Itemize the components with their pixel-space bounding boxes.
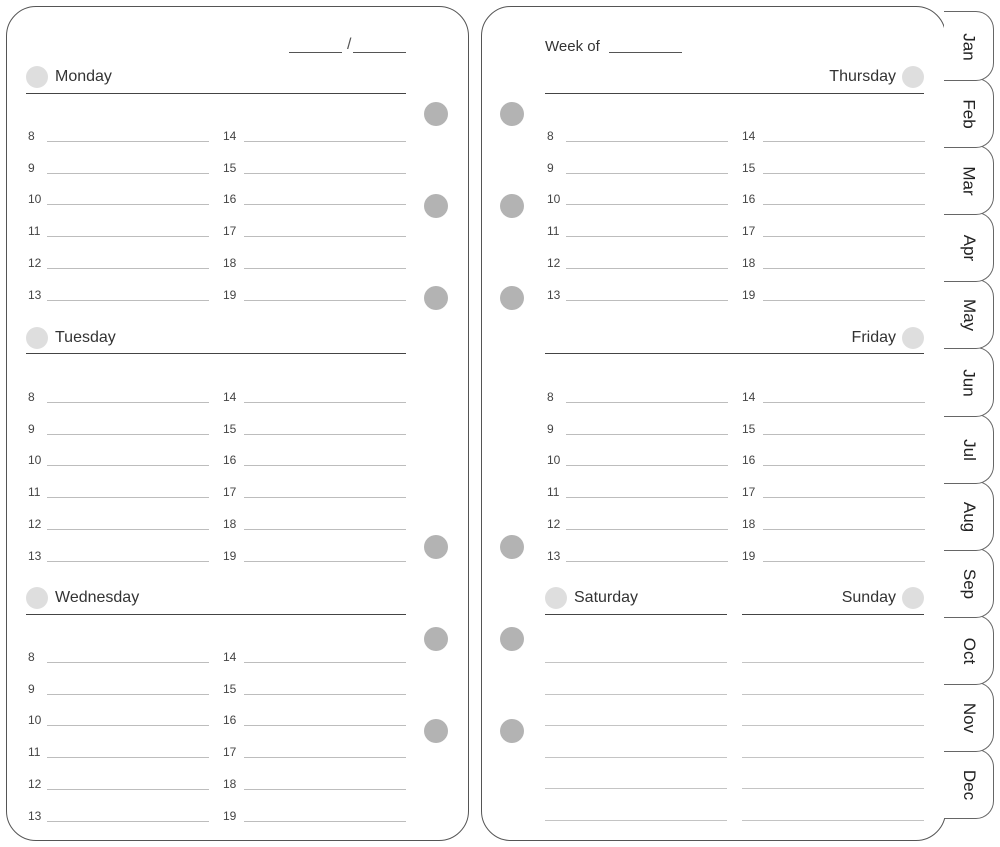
thursday-hour-line[interactable] xyxy=(763,173,925,174)
sunday-note-line[interactable] xyxy=(742,820,924,821)
thursday-hour-line[interactable] xyxy=(763,141,925,142)
saturday-note-line[interactable] xyxy=(545,820,727,821)
friday-hour-label: 11 xyxy=(547,485,560,500)
sunday-note-line[interactable] xyxy=(742,788,924,789)
saturday-header-rule xyxy=(545,614,727,615)
thursday-hour-label: 18 xyxy=(742,255,756,270)
binder-hole xyxy=(500,627,524,651)
wednesday-hour-line[interactable] xyxy=(244,789,406,790)
thursday-hour-label: 9 xyxy=(547,160,554,175)
tuesday-hour-line[interactable] xyxy=(244,402,406,403)
month-tab-oct[interactable] xyxy=(944,615,994,685)
wednesday-hour-label: 12 xyxy=(28,776,42,791)
wednesday-hour-label: 16 xyxy=(223,713,237,728)
month-tab-label-container xyxy=(944,616,994,686)
monday-hour-label: 16 xyxy=(223,192,237,207)
month-tab-aug[interactable] xyxy=(944,481,994,551)
month-tab-label-container xyxy=(944,213,994,283)
monday-hour-line[interactable] xyxy=(47,300,209,301)
friday-hour-label: 9 xyxy=(547,421,554,436)
monday-hour-line[interactable] xyxy=(244,236,406,237)
month-tab-label: Jan xyxy=(959,33,979,61)
wednesday-hour-label: 17 xyxy=(223,745,237,760)
monday-header-rule xyxy=(26,93,406,94)
tuesday-hour-line[interactable] xyxy=(244,434,406,435)
tuesday-hour-label: 14 xyxy=(223,390,237,404)
wednesday-hour-line[interactable] xyxy=(244,757,406,758)
week-of-label: Week of xyxy=(545,38,600,55)
thursday-hour-label: 14 xyxy=(742,129,756,143)
month-tab-label: Dec xyxy=(959,769,979,801)
thursday-hour-line[interactable] xyxy=(566,204,728,205)
binder-hole xyxy=(424,627,448,651)
monday-hour-line[interactable] xyxy=(244,204,406,205)
wednesday-header-rule xyxy=(26,614,406,615)
wednesday-hour-label: 13 xyxy=(28,808,42,823)
monday-hour-line[interactable] xyxy=(47,204,209,205)
tuesday-hour-label: 9 xyxy=(28,421,35,436)
wednesday-hour-label: 19 xyxy=(223,808,237,823)
friday-hour-line[interactable] xyxy=(566,434,728,435)
tuesday-hour-label: 12 xyxy=(28,516,42,531)
thursday-hour-line[interactable] xyxy=(566,141,728,142)
monday-hour-label: 8 xyxy=(28,129,35,143)
wednesday-hour-label: 8 xyxy=(28,650,35,664)
sunday-note-line[interactable] xyxy=(742,757,924,758)
sunday-note-line[interactable] xyxy=(742,694,924,695)
binder-hole xyxy=(424,286,448,310)
monday-hour-label: 15 xyxy=(223,160,237,175)
friday-hour-label: 16 xyxy=(742,453,756,468)
monday-day-marker xyxy=(26,66,48,88)
thursday-day-marker xyxy=(902,66,924,88)
month-tab-label-container xyxy=(944,12,994,82)
month-tab-label-container xyxy=(944,280,994,350)
friday-hour-label: 8 xyxy=(547,390,554,404)
tuesday-hour-line[interactable] xyxy=(47,434,209,435)
tuesday-hour-label: 11 xyxy=(28,485,41,500)
wednesday-hour-label: 11 xyxy=(28,745,41,760)
tuesday-hour-label: 16 xyxy=(223,453,237,468)
month-tab-nov[interactable] xyxy=(944,682,994,752)
monday-hour-line[interactable] xyxy=(47,141,209,142)
monday-hour-line[interactable] xyxy=(244,141,406,142)
month-tab-may[interactable] xyxy=(944,279,994,349)
wednesday-hour-label: 10 xyxy=(28,713,42,728)
saturday-note-line[interactable] xyxy=(545,725,727,726)
month-tab-apr[interactable] xyxy=(944,212,994,282)
sunday-note-line[interactable] xyxy=(742,662,924,663)
tuesday-hour-line[interactable] xyxy=(47,497,209,498)
friday-hour-line[interactable] xyxy=(763,434,925,435)
month-tab-mar[interactable] xyxy=(944,145,994,215)
tuesday-day-marker xyxy=(26,327,48,349)
friday-header-rule xyxy=(545,353,924,354)
friday-hour-line[interactable] xyxy=(566,402,728,403)
tuesday-header-rule xyxy=(26,353,406,354)
thursday-hour-line[interactable] xyxy=(566,236,728,237)
saturday-note-line[interactable] xyxy=(545,694,727,695)
sunday-day-marker xyxy=(902,587,924,609)
month-tab-label: Sep xyxy=(960,568,979,599)
friday-hour-label: 18 xyxy=(742,516,756,531)
month-tab-jul[interactable] xyxy=(944,414,994,484)
wednesday-hour-line[interactable] xyxy=(244,662,406,663)
wednesday-hour-line[interactable] xyxy=(47,789,209,790)
month-tab-label-container xyxy=(944,79,994,149)
thursday-hour-label: 10 xyxy=(547,192,561,207)
monday-hour-label: 14 xyxy=(223,129,237,143)
friday-hour-line[interactable] xyxy=(763,497,925,498)
tuesday-hour-label: 18 xyxy=(223,516,237,531)
thursday-hour-label: 15 xyxy=(742,160,756,175)
month-tab-feb[interactable] xyxy=(944,78,994,148)
binder-hole xyxy=(424,102,448,126)
friday-day-label: Friday xyxy=(851,329,896,346)
thursday-hour-line[interactable] xyxy=(763,236,925,237)
monday-hour-label: 9 xyxy=(28,160,35,175)
wednesday-hour-line[interactable] xyxy=(244,821,406,822)
month-tab-label: Oct xyxy=(959,637,979,665)
wednesday-day-label: Wednesday xyxy=(55,589,140,606)
month-tab-label-container xyxy=(944,482,994,552)
friday-hour-line[interactable] xyxy=(763,402,925,403)
thursday-hour-label: 13 xyxy=(547,287,561,302)
month-tab-label: Jun xyxy=(959,368,979,397)
month-tab-label-container xyxy=(944,549,994,619)
wednesday-day-marker xyxy=(26,587,48,609)
saturday-note-line[interactable] xyxy=(545,757,727,758)
monday-hour-line[interactable] xyxy=(47,173,209,174)
tuesday-hour-line[interactable] xyxy=(244,497,406,498)
binder-hole xyxy=(424,194,448,218)
thursday-hour-label: 17 xyxy=(742,224,756,239)
thursday-hour-line[interactable] xyxy=(566,173,728,174)
monday-hour-line[interactable] xyxy=(47,236,209,237)
monday-hour-label: 18 xyxy=(223,255,237,270)
tuesday-hour-line[interactable] xyxy=(244,561,406,562)
month-tab-label: Apr xyxy=(960,235,979,262)
date-day-line xyxy=(353,52,406,53)
friday-hour-label: 10 xyxy=(547,453,561,468)
binder-hole xyxy=(424,535,448,559)
month-tab-jan[interactable] xyxy=(944,11,994,81)
month-tab-label: May xyxy=(960,299,979,332)
binder-hole xyxy=(500,194,524,218)
tuesday-hour-label: 19 xyxy=(223,548,237,563)
month-tab-dec[interactable] xyxy=(944,749,994,819)
month-tab-label: Jul xyxy=(959,438,979,461)
friday-hour-label: 13 xyxy=(547,548,561,563)
month-tab-jun[interactable] xyxy=(944,347,994,417)
friday-hour-label: 15 xyxy=(742,421,756,436)
tuesday-hour-line[interactable] xyxy=(47,402,209,403)
tuesday-day-label: Tuesday xyxy=(55,329,116,346)
monday-day-label: Monday xyxy=(55,68,112,85)
friday-hour-line[interactable] xyxy=(763,465,925,466)
wednesday-hour-line[interactable] xyxy=(47,821,209,822)
friday-hour-line[interactable] xyxy=(763,561,925,562)
saturday-note-line[interactable] xyxy=(545,788,727,789)
wednesday-hour-line[interactable] xyxy=(47,757,209,758)
month-tab-label-container xyxy=(944,348,994,418)
monday-hour-label: 13 xyxy=(28,287,42,302)
wednesday-hour-label: 15 xyxy=(223,681,237,696)
saturday-day-label: Saturday xyxy=(574,589,639,606)
month-tab-label-container xyxy=(944,750,994,820)
month-tab-label-container xyxy=(944,146,994,216)
thursday-hour-line[interactable] xyxy=(566,268,728,269)
month-tab-label: Feb xyxy=(959,99,979,129)
binder-hole xyxy=(500,719,524,743)
thursday-hour-label: 8 xyxy=(547,129,554,143)
tuesday-hour-line[interactable] xyxy=(244,465,406,466)
thursday-hour-label: 19 xyxy=(742,287,756,302)
binder-hole xyxy=(500,286,524,310)
month-tab-label: Aug xyxy=(960,501,979,532)
thursday-hour-line[interactable] xyxy=(763,268,925,269)
wednesday-hour-label: 18 xyxy=(223,776,237,791)
month-tab-label: Nov xyxy=(959,702,979,734)
thursday-day-label: Thursday xyxy=(829,68,896,85)
monday-hour-label: 11 xyxy=(28,224,41,239)
binder-hole xyxy=(424,719,448,743)
wednesday-hour-line[interactable] xyxy=(47,725,209,726)
sunday-day-label: Sunday xyxy=(841,589,896,606)
tuesday-hour-label: 8 xyxy=(28,390,35,404)
thursday-hour-label: 11 xyxy=(547,224,560,239)
thursday-header-rule xyxy=(545,93,924,94)
monday-hour-line[interactable] xyxy=(244,173,406,174)
wednesday-hour-label: 14 xyxy=(223,650,237,664)
thursday-hour-label: 12 xyxy=(547,255,561,270)
binder-hole xyxy=(500,102,524,126)
tuesday-hour-label: 13 xyxy=(28,548,42,563)
friday-hour-line[interactable] xyxy=(566,529,728,530)
sunday-note-line[interactable] xyxy=(742,725,924,726)
friday-hour-line[interactable] xyxy=(763,529,925,530)
friday-hour-label: 19 xyxy=(742,548,756,563)
tuesday-hour-line[interactable] xyxy=(47,465,209,466)
date-separator: / xyxy=(347,36,352,53)
friday-hour-label: 17 xyxy=(742,485,756,500)
wednesday-hour-line[interactable] xyxy=(47,662,209,663)
wednesday-hour-label: 9 xyxy=(28,681,35,696)
saturday-note-line[interactable] xyxy=(545,662,727,663)
thursday-hour-line[interactable] xyxy=(763,300,925,301)
friday-hour-line[interactable] xyxy=(566,561,728,562)
thursday-hour-line[interactable] xyxy=(566,300,728,301)
wednesday-hour-line[interactable] xyxy=(47,694,209,695)
tuesday-hour-label: 15 xyxy=(223,421,237,436)
tuesday-hour-line[interactable] xyxy=(244,529,406,530)
monday-hour-line[interactable] xyxy=(244,300,406,301)
tuesday-hour-line[interactable] xyxy=(47,529,209,530)
date-month-line xyxy=(289,52,342,53)
thursday-hour-line[interactable] xyxy=(763,204,925,205)
wednesday-hour-line[interactable] xyxy=(244,694,406,695)
month-tab-label: Mar xyxy=(960,166,979,196)
tuesday-hour-label: 17 xyxy=(223,485,237,500)
friday-hour-label: 12 xyxy=(547,516,561,531)
binder-hole xyxy=(500,535,524,559)
friday-day-marker xyxy=(902,327,924,349)
monday-hour-line[interactable] xyxy=(244,268,406,269)
thursday-hour-label: 16 xyxy=(742,192,756,207)
wednesday-hour-line[interactable] xyxy=(244,725,406,726)
monday-hour-label: 17 xyxy=(223,224,237,239)
month-tab-label-container xyxy=(944,683,994,753)
monday-hour-label: 12 xyxy=(28,255,42,270)
tuesday-hour-line[interactable] xyxy=(47,561,209,562)
friday-hour-line[interactable] xyxy=(566,497,728,498)
monday-hour-line[interactable] xyxy=(47,268,209,269)
month-tab-label-container xyxy=(944,415,994,485)
week-of-line xyxy=(609,52,682,53)
friday-hour-label: 14 xyxy=(742,390,756,404)
monday-hour-label: 10 xyxy=(28,192,42,207)
saturday-day-marker xyxy=(545,587,567,609)
tuesday-hour-label: 10 xyxy=(28,453,42,468)
monday-hour-label: 19 xyxy=(223,287,237,302)
friday-hour-line[interactable] xyxy=(566,465,728,466)
sunday-header-rule xyxy=(742,614,924,615)
month-tab-sep[interactable] xyxy=(944,548,994,618)
